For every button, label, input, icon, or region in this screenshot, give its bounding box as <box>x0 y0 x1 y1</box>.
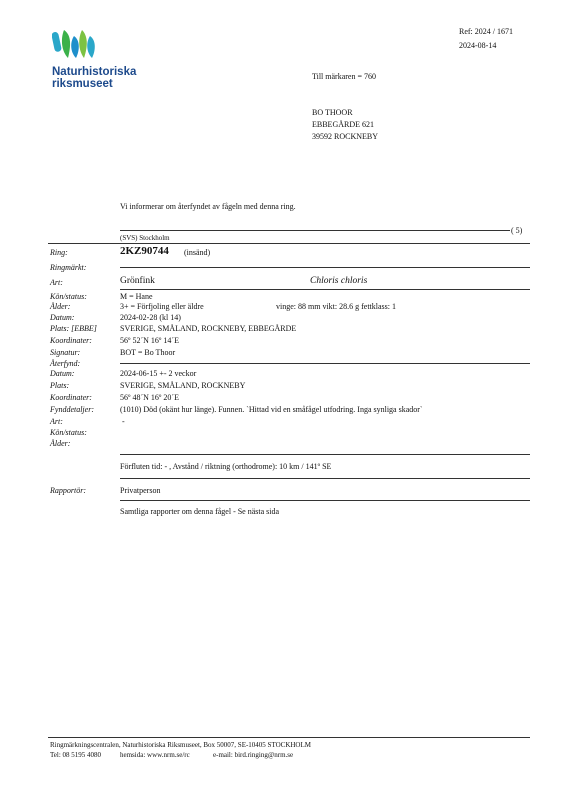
plats-label: Plats: [EBBE] <box>50 324 97 333</box>
ring-note: (insänd) <box>184 248 211 257</box>
plats-value: SVERIGE, SMÅLAND, ROCKNEBY, EBBEGÅRDE <box>120 324 297 333</box>
recovery-plats-value: SVERIGE, SMÅLAND, ROCKNEBY <box>120 381 246 390</box>
nrm-logo <box>52 28 137 92</box>
recovery-plats-label: Plats: <box>50 381 70 390</box>
divider <box>120 500 530 501</box>
measurements: vinge: 88 mm vikt: 28.6 g fettklass: 1 <box>276 302 396 311</box>
datum-value: 2024-02-28 (kl 14) <box>120 313 181 322</box>
divider <box>48 243 530 244</box>
kon-value: M = Hane <box>120 292 153 301</box>
recipient-name: BO THOOR <box>312 108 353 117</box>
signatur-label: Signatur: <box>50 348 81 357</box>
recovery-art-label: Art: <box>50 417 63 426</box>
recovery-alder-label: Ålder: <box>50 439 71 448</box>
recovery-datum-value: 2024-06-15 +- 2 veckor <box>120 369 197 378</box>
divider <box>120 478 530 479</box>
species-swedish: Grönfink <box>120 276 155 286</box>
divider <box>120 267 530 268</box>
recipient-street: EBBEGÅRDE 621 <box>312 120 374 129</box>
all-reports-note: Samtliga rapporter om denna fågel - Se nästa sida <box>120 507 280 516</box>
divider <box>120 363 530 364</box>
kon-label: Kön/status: <box>50 292 87 301</box>
divider <box>120 289 530 290</box>
fynd-label: Fynddetaljer: <box>50 405 94 414</box>
scheme-label: (SVS) Stockholm <box>120 234 170 242</box>
koord-label: Koordinater: <box>50 336 92 345</box>
distance-summary: Förfluten tid: - , Avstånd / riktning (orthodrome): 10 km / 141º SE <box>120 462 332 471</box>
signatur-value: BOT = Bo Thoor <box>120 348 176 357</box>
species-latin: Chloris chloris <box>310 276 368 286</box>
datum-label: Datum: <box>50 313 75 322</box>
intro-text: Vi informerar om återfyndet av fågeln med denna ring. <box>120 202 296 211</box>
aterfynd-label: Återfynd: <box>50 359 81 368</box>
recovery-datum-label: Datum: <box>50 369 75 378</box>
art-label: Art: <box>50 278 63 287</box>
nrm-leaf-icon <box>52 28 102 62</box>
alder-value: 3+ = Förfjoling eller äldre <box>120 302 204 311</box>
footer-email: e-mail: bird.ringing@nrm.se <box>213 751 294 759</box>
footer-phone: Tel: 08 5195 4080 <box>50 751 102 759</box>
ringmarkt-label: Ringmärkt: <box>50 263 87 272</box>
page-indicator: ( 5) <box>511 226 523 235</box>
reporter-value: Privatperson <box>120 486 161 495</box>
recovery-kon-label: Kön/status: <box>50 428 87 437</box>
fynd-value: (1010) Död (okänt hur länge). Funnen. `Hittad vid en småfågel utfodring. Inga synliga skador` <box>120 405 423 414</box>
koord-value: 56º 52´N 16º 14´E <box>120 336 179 345</box>
footer-address: Ringmärkningscentralen, Naturhistoriska Riksmuseet, Box 50007, SE-10405 STOCKHOLM <box>50 741 311 749</box>
reporter-label: Rapportör: <box>50 486 86 495</box>
ring-label: Ring: <box>50 248 68 257</box>
recovery-koord-value: 56º 48´N 16º 20´E <box>120 393 179 402</box>
org-name-line1: Naturhistoriska <box>52 66 137 78</box>
divider <box>120 230 510 231</box>
ref-date: 2024-08-14 <box>459 41 497 50</box>
ref-number: Ref: 2024 / 1671 <box>459 27 513 36</box>
recovery-koord-label: Koordinater: <box>50 393 92 402</box>
divider <box>120 454 530 455</box>
footer-divider <box>48 737 530 738</box>
alder-label: Ålder: <box>50 302 71 311</box>
org-name-line2: riksmuseet <box>52 78 113 90</box>
marker-number: Till märkaren = 760 <box>312 72 376 81</box>
recovery-art-value: - <box>122 417 125 426</box>
footer-website: hemsida: www.nrm.se/rc <box>120 751 190 759</box>
ring-number: 2KZ90744 <box>120 245 169 257</box>
recipient-city: 39592 ROCKNEBY <box>312 132 379 141</box>
